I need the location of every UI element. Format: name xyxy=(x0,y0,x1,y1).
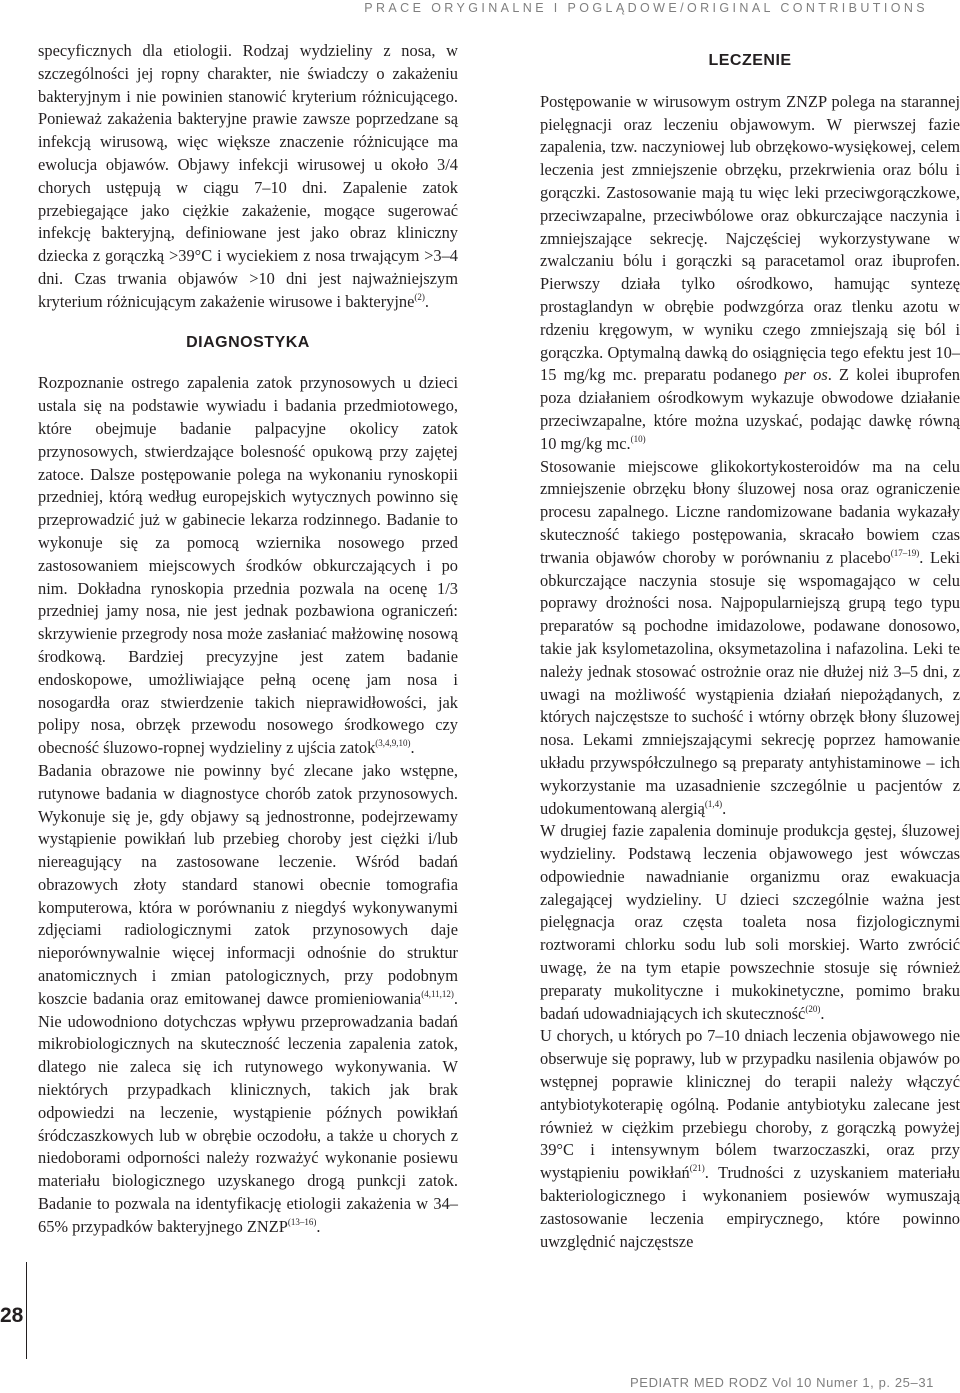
citation-ref: (1,4) xyxy=(704,798,723,809)
citation-ref: (20) xyxy=(805,1003,821,1014)
citation-ref: (2) xyxy=(414,291,425,302)
paragraph-diagnosis: Rozpoznanie ostrego zapalenia zatok przynosowych u dzieci ustala się na podstawie wywiadu i badania przedmiotowego, które obejmuje badanie palpacyjne okolicy zatok przynosowych, stwierdzające bolesność opukową przy zajętej zatoce. Dalsze postępowanie polega na wykonaniu rynoskopii przedniej, którą według europejskich wytycznych powinno się przeprowadzić już w gabinecie lekarza rodzinnego. Badanie to wykonuje się za pomocą wziernika nosowego przed zastosowaniem miejscowych środków obkurczających i po nim. Dokładna rynoskopia przednia pozwala na ocenę 1/3 przedniej jamy nosa, nie jest jednak pozbawiona ograniczeń: skrzywienie przegrody nosa może zasłaniać małżowinę nosową środkową. Bardziej precyzyjne jest zatem badanie endoskopowe, umożliwiające pełną ocenę jam nosa i nosogardła oraz stwierdzenie takich nieprawidłowości, jak polipy nosa, obrzęk przewodu nosowego środkowego czy obecność śluzowo-ropnej wydzieliny z ujścia zatok$^{(3,4,9,10)}$. xyxy=(38,373,458,758)
page-number-rule xyxy=(26,1262,27,1359)
citation-ref: (4,11,12) xyxy=(421,988,454,999)
journal-citation-footer: PEDIATR MED RODZ Vol 10 Numer 1, p. 25–31 xyxy=(630,1375,934,1390)
citation-ref: (17–19) xyxy=(890,547,920,558)
paragraph-antibiotics: U chorych, u których po 7–10 dniach leczenia objawowego nie obserwuje się poprawy, lub w przypadku nasilenia objawów po wstępnej poprawie klinicznej do terapii należy włączyć antybiotykoterapię ogólną. Podanie antybiotyku zalecane jest również w ciężkim przebiegu choroby, z gorączką powyżej 39°C i intensywnym bólem twarzoczaszki, oraz przy wystąpieniu powikłań$^{(21)}$. Trudności z uzyskaniem materiału bakteriologicznego i wykonaniem posiewów wymuszają zastosowanie leczenia empirycznego, które powinno uwzględnić najczęstsze xyxy=(540,1026,960,1251)
heading-leczenie: LECZENIE xyxy=(708,52,792,69)
paragraph-corticosteroids: Stosowanie miejscowe glikokortykosteroidów ma na celu zmniejszenie obrzęku błony śluzowej nosa oraz ograniczenie procesu zapalnego. Liczne randomizowane badania wykazały skuteczność takiego postępowania, skracało bowiem czas trwania objawów choroby w porównaniu z placebo$^{(17-19)}$. Leki obkurczające naczynia stosuje się wspomagająco w celu poprawy drożności nosa. Najpopularniejszą grupą tego typu preparatów są pochodne imidazolowe, podawane donosowo, takie jak ksylometazolina, oksymetazolina i nafazolina. Leki te należy jednak stosować ostrożnie oraz nie dłużej niż 3–5 dni, z uwagi na możliwość wystąpienia działań niepożądanych, z których najczęstsze to suchość i wtórny obrzęk błony śluzowej nosa. Lekami zmniejszającymi sekrecję poprzez hamowanie układu przywspółczulnego są preparaty antyhistaminowe – ich wykorzystanie ma uzasadnienie szczególnie u pacjentów z udokumentowaną alergią$^{(1,4)}$. xyxy=(540,456,960,818)
paragraph-etiology: specyficznych dla etiologii. Rodzaj wydzieliny z nosa, w szczególności jej ropny charakter, nie świadczy o zakażeniu bakteryjnym i nie powinien stanowić kryterium różnicującego. Ponieważ zakażenia bakteryjne prawie zawsze poprzedzane są infekcją wirusową, więc większe znaczenie różnicujące ma ewolucja objawów. Objawy infekcji wirusowej u około 3/4 chorych ustępują w ciągu 7–10 dni. Zapalenie zatok przebiegające jako ciężkie zakażenie, mogące sugerować infekcję bakteryjną, definiowane jest jako obraz kliniczny dziecka z gorączką >39°C i wyciekiem z nosa trwającym >3–4 dni. Czas trwania objawów >10 dni jest najważniejszym kryterium różnicującym zakażenie wirusowe i bakteryjne$^{(2)}$. xyxy=(38,41,458,311)
citation-ref: (3,4,9,10) xyxy=(375,738,411,749)
paragraph-treatment-phase1: Postępowanie w wirusowym ostrym ZNZP polega na starannej pielęgnacji oraz leczeniu objawowym. W pierwszej fazie zapalenia, tzw. naczyniowej lub obrzękowo-wysiękowej, celem leczenia jest zmniejszenie obrzęku, przekrwienia oraz bólu i gorączki. Zastosowanie mają tu więc leki przeciwgorączkowe, przeciwzapalne, przeciwbólowe oraz obkurczające naczynia i zmniejszające sekrecję. Najczęściej wykorzystywane w zwalczaniu bólu i gorączki są paracetamol oraz ibuprofen. Pierwszy działa tylko ośrodkowo, hamując syntezę prostaglandyn w obrębie podwzgórza oraz tlenku azotu w rdzeniu kręgowym, w wyniku czego zmniejszają się ból i gorączka. Optymalną dawką do osiągnięcia tego efektu jest 10–15 mg/kg mc. preparatu podanego per os. Z kolei ibuprofen poza działaniem ośrodkowym wykazuje obwodowe działanie przeciwzapalne, które można uzyskać, podając dawkę równą 10 mg/kg mc.$^{(10)}$ xyxy=(540,91,960,453)
citation-ref: (13–16) xyxy=(287,1216,317,1227)
paragraph-imaging: Badania obrazowe nie powinny być zlecane jako wstępne, rutynowe badania w diagnostyce chorób zatok przynosowych. Wykonuje się je, gdy objawy są jednostronne, podejrzewamy wystąpienie powikłań lub przebieg choroby jest ciężki i/lub niereagujący na zastosowane leczenie. Wśród badań obrazowych złoty standard stanowi obecnie tomografia komputerowa, która w porównaniu z niegdyś wykonywanymi zdjęciami radiologicznymi zatok przynosowych daje nieporównywalnie więcej informacji odnośnie do struktur anatomicznych i zmian patologicznych, przy podobnym koszcie badania oraz emitowanej dawce promieniowania$^{(4,11,12)}$. Nie udowodniono dotychczas wpływu przeprowadzania badań mikrobiologicznych na skuteczność leczenia zapalenia zatok, dlatego nie zaleca się ich rutynowego wykonywania. W niektórych przypadkach klinicznych, takich jak brak odpowiedzi na leczenie, wystąpienie późnych powikłań śródczaszkowych lub w obrębie oczodołu, a także u chorych z niedoborami odporności należy rozważyć wykonanie posiewu materiału biologicznego uzyskanego drogą punkcji zatok. Badanie to pozwala na identyfikację etiologii zakażenia w 34–65% przypadków bakteryjnego ZNZP$^{(13-16)}$. xyxy=(38,760,458,1236)
paragraph-treatment-phase2: W drugiej fazie zapalenia dominuje produkcja gęstej, śluzowej wydzieliny. Podstawą leczenia objawowego jest wówczas odpowiednie nawadnianie organizmu oraz ewakuacja zalegającej wydzieliny. U dzieci szczególnie ważna jest pielęgnacja oraz częsta toaleta nosa fizjologicznymi roztworami chlorku sodu lub soli morskiej. Warto zwrócić uwagę, że na tym etapie powszechnie stosuje się również preparaty mukolityczne i mukokinetyczne, pomimo braku badań udowadniających ich skuteczność$^{(20)}$. xyxy=(540,821,960,1023)
citation-ref: (21) xyxy=(689,1163,705,1174)
heading-diagnostyka: DIAGNOSTYKA xyxy=(186,333,310,351)
running-header: PRACE ORYGINALNE I POGLĄDOWE/ORIGINAL CONTRIBUTIONS xyxy=(364,1,928,15)
left-column xyxy=(38,40,458,1239)
citation-ref: (10) xyxy=(630,433,646,444)
page-number: 28 xyxy=(0,1304,24,1327)
right-column xyxy=(540,40,960,1253)
